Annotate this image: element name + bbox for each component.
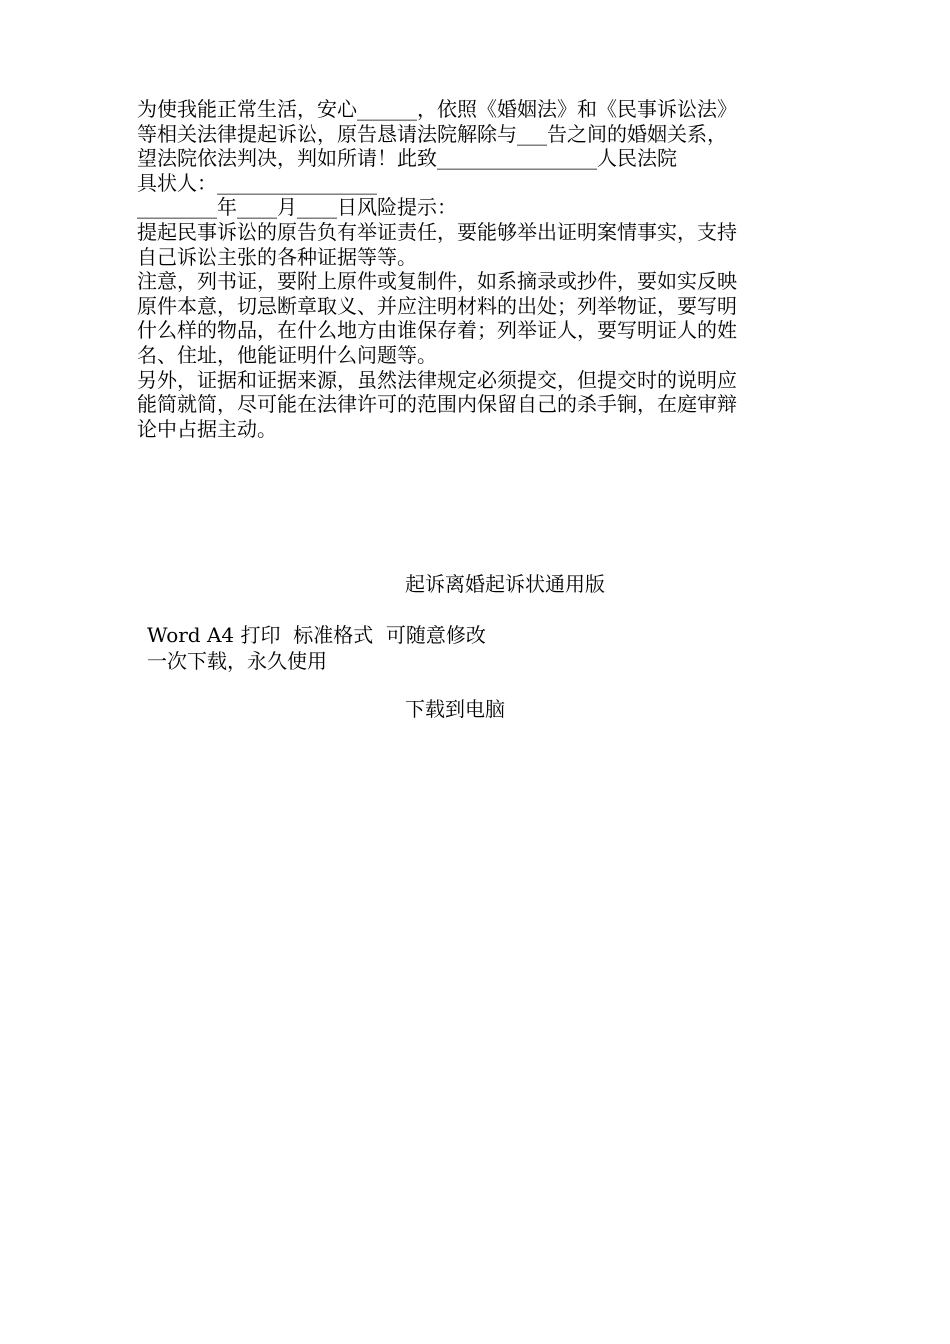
promo-title: 起诉离婚起诉状通用版 bbox=[405, 572, 605, 596]
body-line: 另外，证据和证据来源，虽然法律规定必须提交，但提交时的说明应 bbox=[137, 367, 737, 392]
body-line: 原件本意，切忌断章取义、并应注明材料的出处；列举物证，要写明 bbox=[137, 293, 737, 318]
body-line: 什么样的物品，在什么地方由谁保存着；列举证人，要写明证人的姓 bbox=[137, 318, 737, 343]
body-line: 名、住址，他能证明什么问题等。 bbox=[137, 342, 437, 367]
body-line: 等相关法律提起诉讼，原告恳请法院解除与___告之间的婚姻关系， bbox=[137, 121, 727, 146]
body-line: ________年____月____日风险提示： bbox=[137, 195, 457, 220]
body-line: 能简就简，尽可能在法律许可的范围内保留自己的杀手锏，在庭审辩 bbox=[137, 392, 737, 417]
download-link[interactable]: 下载到电脑 bbox=[405, 697, 505, 721]
document-body bbox=[137, 97, 817, 441]
body-line: 望法院依法判决，判如所请！此致________________人民法院 bbox=[137, 146, 677, 171]
body-line: 为使我能正常生活，安心______，依照《婚姻法》和《民事诉讼法》 bbox=[137, 97, 737, 121]
promo-features: Word A4 打印 标准格式 可随意修改 bbox=[147, 623, 486, 647]
promo-note: 一次下载，永久使用 bbox=[147, 649, 327, 673]
body-line: 提起民事诉讼的原告负有举证责任，要能够举出证明案情事实，支持 bbox=[137, 219, 737, 244]
body-line: 论中占据主动。 bbox=[137, 416, 277, 441]
body-line: 具状人：________________ bbox=[137, 170, 377, 195]
body-line: 注意，列书证，要附上原件或复制件，如系摘录或抄件，要如实反映 bbox=[137, 269, 737, 294]
body-line: 自己诉讼主张的各种证据等等。 bbox=[137, 244, 417, 269]
